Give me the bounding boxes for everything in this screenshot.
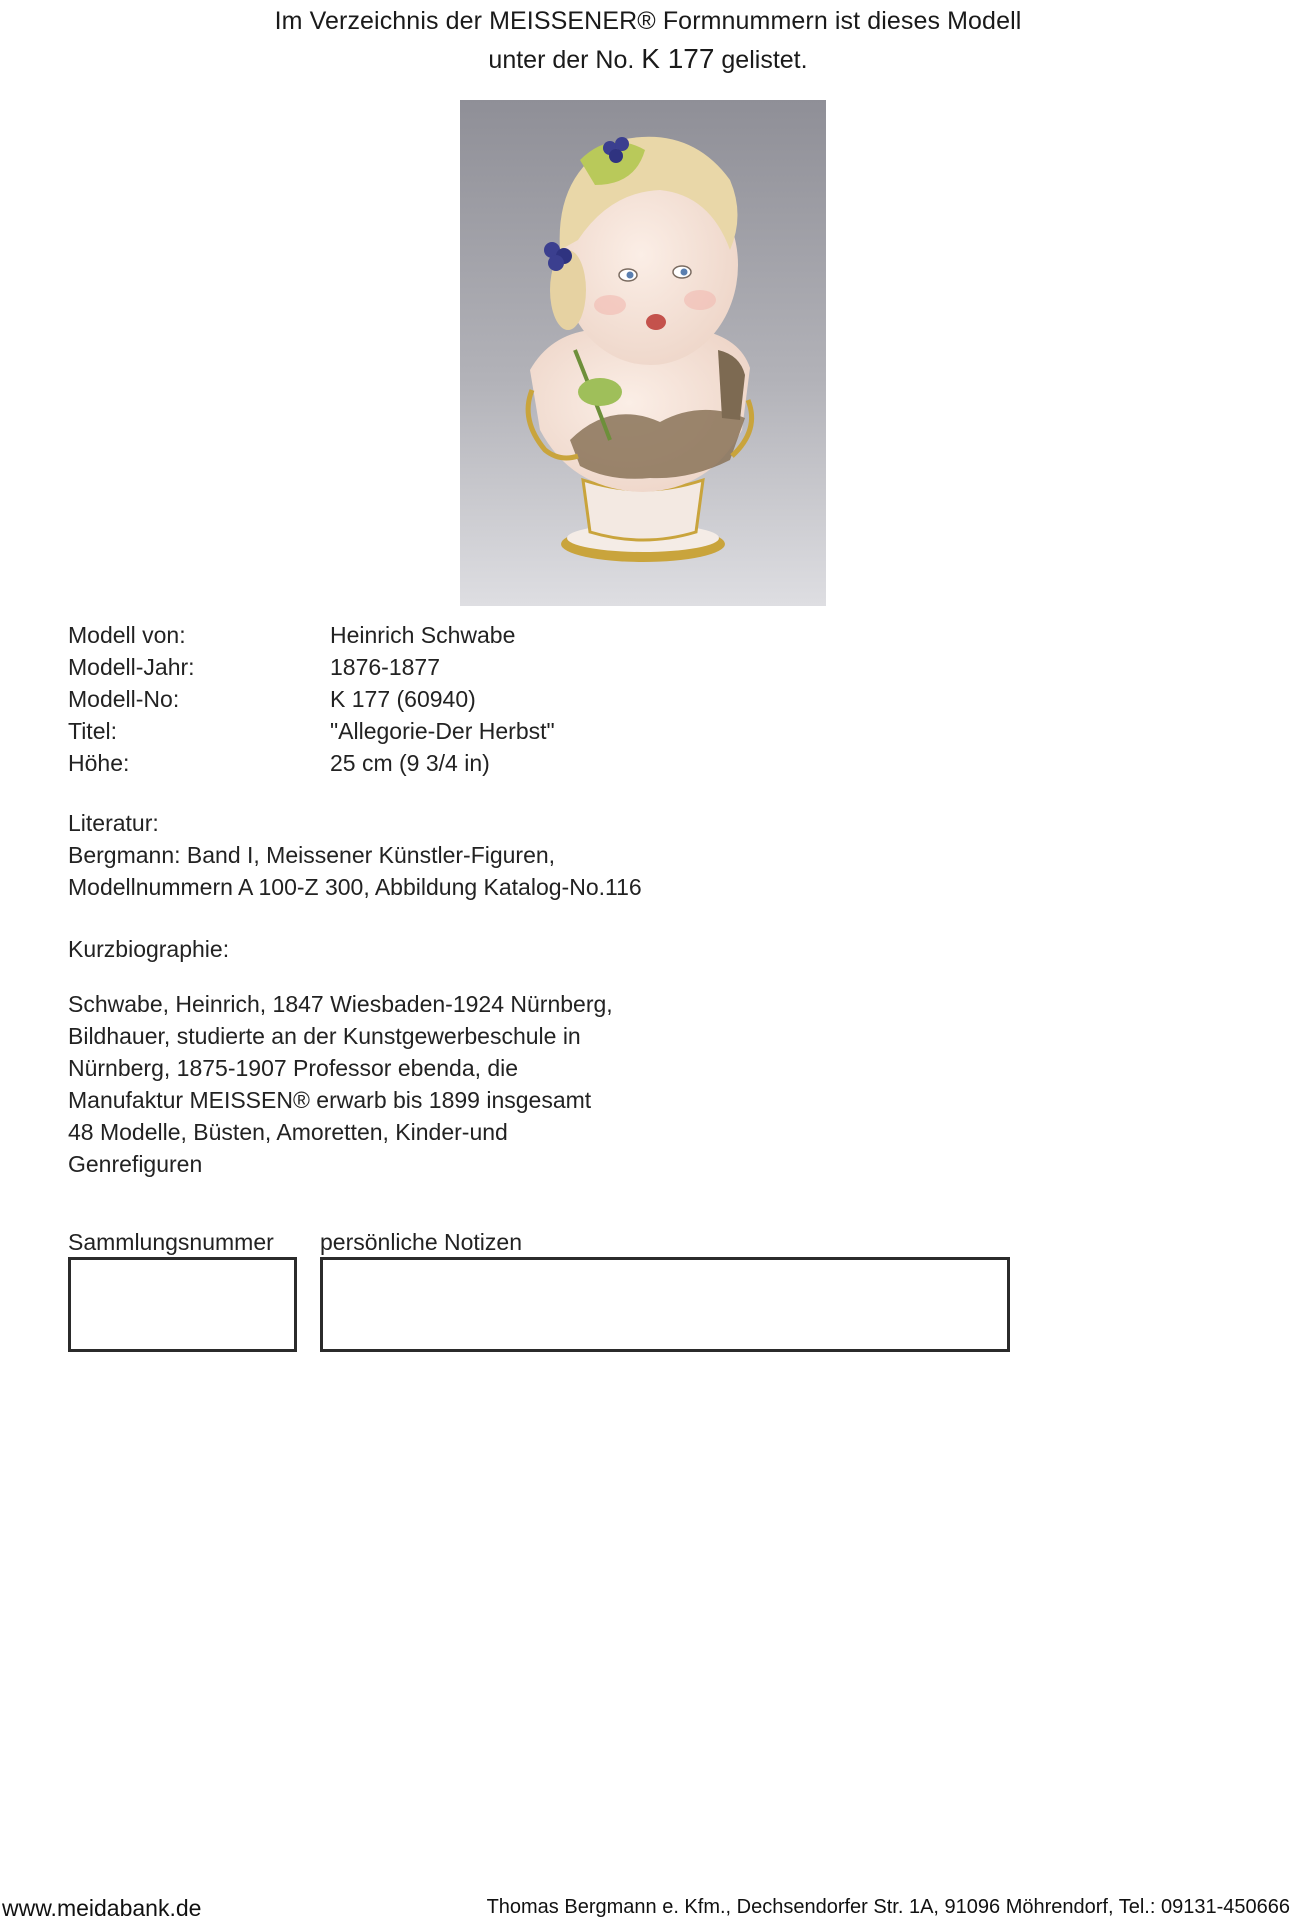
model-facts xyxy=(68,619,555,779)
header-line-1: Im Verzeichnis der MEISSENER® Formnummern ist dieses Modell xyxy=(274,7,1022,35)
literature-title: Literatur: xyxy=(68,810,159,836)
vine-leaf xyxy=(578,378,622,406)
figurine-photo xyxy=(460,100,826,606)
fact-label: Höhe: xyxy=(68,750,130,776)
fact-label: Modell-No: xyxy=(68,686,180,712)
fact-value: K 177 (60940) xyxy=(330,686,476,712)
mouth xyxy=(646,314,666,330)
biography-text xyxy=(68,988,628,1180)
cheek-left xyxy=(594,295,626,315)
grape xyxy=(609,149,623,163)
cheek-right xyxy=(684,290,716,310)
biography-line: Manufaktur MEISSEN® erwarb bis 1899 insgesamt xyxy=(68,1087,592,1113)
model-number: K 177 xyxy=(641,43,715,74)
page-header xyxy=(0,2,1296,79)
fact-value: "Allegorie-Der Herbst" xyxy=(330,718,555,744)
header-line-2 xyxy=(0,40,1296,79)
fact-value: Heinrich Schwabe xyxy=(330,622,516,648)
biography-title: Kurzbiographie: xyxy=(68,936,230,962)
fact-row-model-number xyxy=(68,683,555,715)
fact-row-model-year xyxy=(68,651,555,683)
pupil-left xyxy=(627,272,634,279)
personal-notes-label: persönliche Notizen xyxy=(320,1229,523,1255)
literature-line: Bergmann: Band I, Meissener Künstler-Figuren, xyxy=(68,842,556,868)
fact-label: Modell-Jahr: xyxy=(68,654,195,680)
literature-line: Modellnummern A 100-Z 300, Abbildung Katalog-No.116 xyxy=(68,874,642,900)
header-line-2-suffix: gelistet. xyxy=(714,46,808,74)
fact-value: 1876-1877 xyxy=(330,654,440,680)
fact-label: Titel: xyxy=(68,718,117,744)
grape xyxy=(548,255,564,271)
porcelain-bust-illustration xyxy=(460,100,826,606)
fact-row-title xyxy=(68,715,555,747)
personal-notes-field[interactable] xyxy=(320,1257,1010,1352)
biography-line: Nürnberg, 1875-1907 Professor ebenda, die xyxy=(68,1055,519,1081)
footer-website[interactable]: www.meidabank.de xyxy=(2,1895,202,1921)
biography-line: Schwabe, Heinrich, 1847 Wiesbaden-1924 Nürnberg, xyxy=(68,991,613,1017)
biography-line: Bildhauer, studierte an der Kunstgewerbeschule in xyxy=(68,1023,581,1049)
collection-number-label: Sammlungsnummer xyxy=(68,1229,274,1255)
fact-row-height xyxy=(68,747,555,779)
biography-line: Genrefiguren xyxy=(68,1151,203,1177)
pupil-right xyxy=(681,269,688,276)
biography-line: 48 Modelle, Büsten, Amoretten, Kinder-und xyxy=(68,1119,508,1145)
collection-number-field[interactable] xyxy=(68,1257,297,1352)
literature-text xyxy=(68,839,642,903)
header-line-2-prefix: unter der No. xyxy=(488,46,642,74)
fact-value: 25 cm (9 3/4 in) xyxy=(330,750,490,776)
footer-address: Thomas Bergmann e. Kfm., Dechsendorfer Str. 1A, 91096 Möhrendorf, Tel.: 09131-450666 xyxy=(486,1896,1290,1918)
grape xyxy=(615,137,629,151)
fact-row-modelled-by xyxy=(68,619,555,651)
fact-label: Modell von: xyxy=(68,622,186,648)
